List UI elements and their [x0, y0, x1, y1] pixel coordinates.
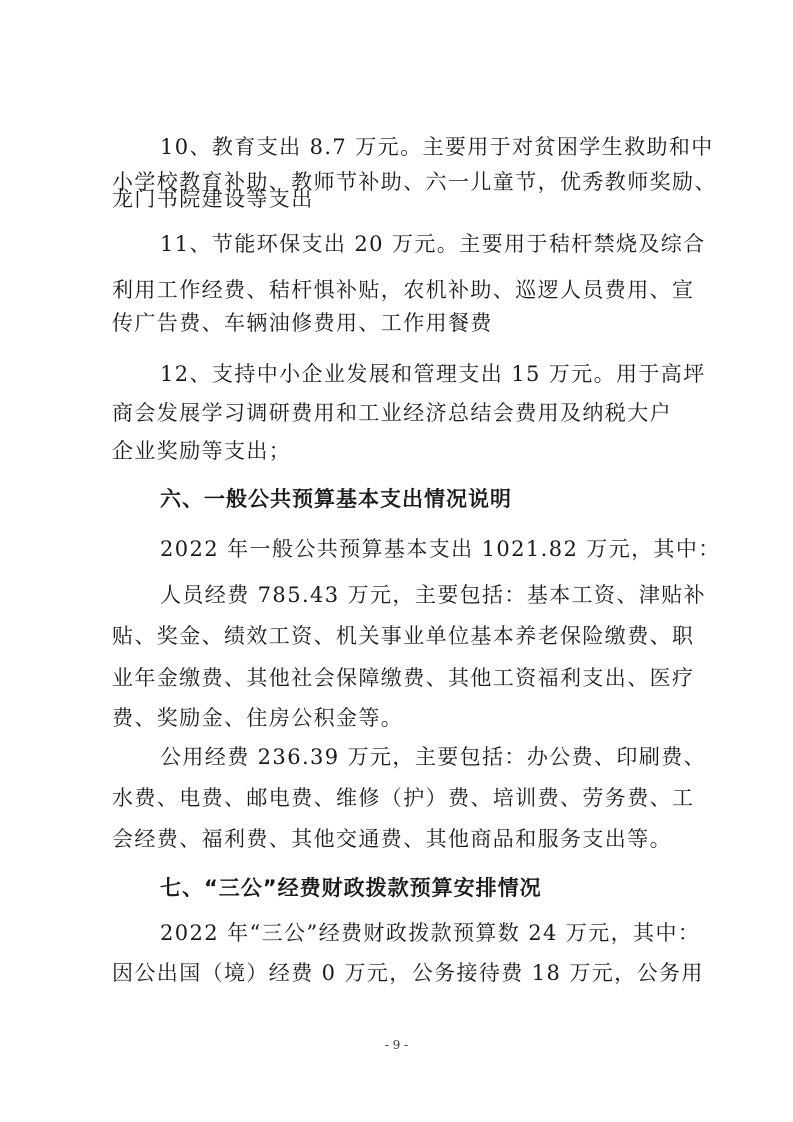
paragraph-line: 业年金缴费、其他社会保障缴费、其他工资福利支出、医疗 — [112, 666, 695, 690]
paragraph-line: 贴、奖金、绩效工资、机关事业单位基本养老保险缴费、职 — [112, 624, 695, 648]
paragraph-line: 费、奖励金、住房公积金等。 — [112, 706, 404, 730]
paragraph-line: 龙门书院建设等支出 — [112, 187, 314, 211]
paragraph-line: 因公出国（境）经费 0 万元，公务接待费 18 万元，公务用 — [112, 961, 704, 985]
paragraph-line: 传广告费、车辆油修费用、工作用餐费 — [112, 311, 493, 335]
paragraph-line: 商会发展学习调研费用和工业经济总结会费用及纳税大户 — [112, 401, 672, 425]
paragraph-line: 利用工作经费、秸杆惧补贴，农机补助、巡逻人员费用、宣 — [112, 278, 695, 302]
paragraph-line: 12、支持中小企业发展和管理支出 15 万元。用于高坪 — [160, 362, 706, 386]
paragraph-line: 2022 年“三公”经费财政拨款预算数 24 万元，其中： — [160, 921, 701, 945]
section-heading: 六、一般公共预算基本支出情况说明 — [160, 487, 512, 511]
paragraph-line: 人员经费 785.43 万元，主要包括：基本工资、津贴补 — [160, 583, 707, 607]
paragraph-line: 公用经费 236.39 万元，主要包括：办公费、印刷费、 — [160, 745, 707, 769]
section-heading: 七、“三公”经费财政拨款预算安排情况 — [160, 876, 542, 900]
paragraph-line: 水费、电费、邮电费、维修（护）费、培训费、劳务费、工 — [112, 786, 695, 810]
paragraph-line: 10、教育支出 8.7 万元。主要用于对贫困学生救助和中 — [160, 135, 714, 159]
paragraph-line: 会经费、福利费、其他交通费、其他商品和服务支出等。 — [112, 827, 672, 851]
paragraph-line: 小学校教育补助、教师节补助、六一儿童节，优秀教师奖励、 — [112, 170, 717, 194]
paragraph-line: 2022 年一般公共预算基本支出 1021.82 万元，其中： — [160, 537, 721, 561]
page-number: - 9 - — [384, 1038, 409, 1052]
paragraph-line: 11、节能环保支出 20 万元。主要用于秸杆禁烧及综合 — [160, 232, 706, 256]
paragraph-line: 企业奖励等支出； — [112, 439, 292, 463]
